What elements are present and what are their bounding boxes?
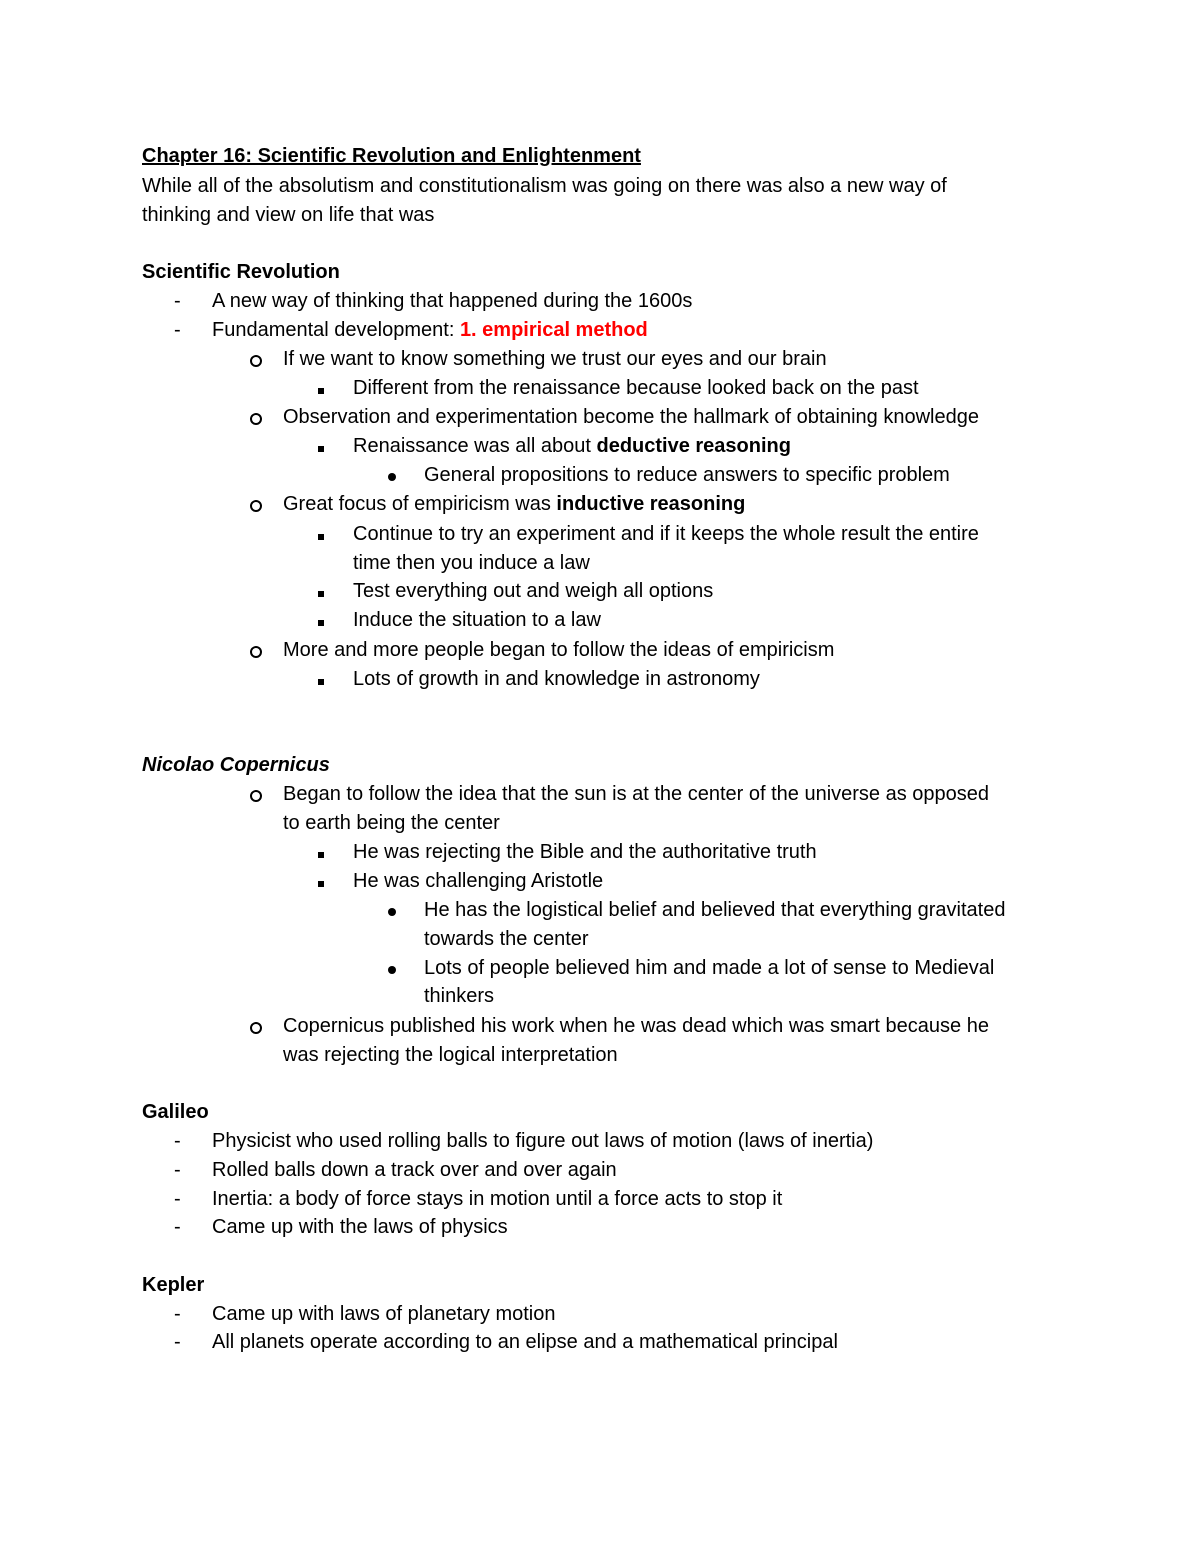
square-bullet-icon — [318, 838, 324, 867]
list-item-text: Rolled balls down a track over and over again — [212, 1159, 617, 1181]
list-item — [0, 838, 1200, 867]
list-item-text: towards the center — [424, 928, 589, 950]
list-item-text: He has the logistical belief and believed that everything gravitated — [424, 899, 1006, 921]
list-item-text: General propositions to reduce answers to specific problem — [424, 464, 950, 486]
list-item-text: Test everything out and weigh all options — [353, 580, 714, 602]
list-item — [0, 665, 1200, 694]
list-item-text: Copernicus published his work when he was dead which was smart because he — [283, 1015, 989, 1037]
intro-text-1: While all of the absolutism and constitutionalism was going on there was also a new way of — [142, 175, 947, 197]
list-item-prefix: Renaissance was all about — [353, 435, 597, 457]
round-bullet-icon — [388, 896, 396, 925]
circle-bullet-icon — [250, 1012, 262, 1043]
list-item — [0, 374, 1200, 403]
list-item-text: Lots of people believed him and made a lot of sense to Medieval — [424, 957, 995, 979]
list-item-continuation — [0, 549, 1200, 578]
intro-line-2 — [0, 201, 1200, 230]
circle-bullet-icon — [250, 345, 262, 376]
list-item — [0, 577, 1200, 606]
list-item — [0, 461, 1200, 490]
list-item — [0, 1156, 1200, 1185]
dash-bullet: - — [174, 1216, 181, 1238]
list-item — [0, 1185, 1200, 1214]
list-item — [0, 867, 1200, 896]
square-bullet-icon — [318, 577, 324, 606]
list-item — [0, 520, 1200, 549]
square-bullet-icon — [318, 867, 324, 896]
chapter-title: Chapter 16: Scientific Revolution and Enlightenment — [142, 145, 641, 167]
list-item-text: time then you induce a law — [353, 552, 590, 574]
section-heading-copernicus — [0, 751, 1200, 780]
list-item-text: If we want to know something we trust our eyes and our brain — [283, 348, 827, 370]
list-item-text: Came up with the laws of physics — [212, 1216, 508, 1238]
list-item-continuation — [0, 809, 1200, 838]
list-item-text: Came up with laws of planetary motion — [212, 1303, 556, 1325]
list-item-text: More and more people began to follow the ideas of empiricism — [283, 639, 835, 661]
list-item-continuation — [0, 925, 1200, 954]
chapter-title-line — [0, 142, 1200, 171]
dash-bullet: - — [174, 1130, 181, 1152]
square-bullet-icon — [318, 606, 324, 635]
list-item — [0, 606, 1200, 635]
list-item — [0, 345, 1200, 374]
list-item-text — [353, 432, 791, 461]
dash-bullet: - — [174, 1159, 181, 1181]
list-item-text: Induce the situation to a law — [353, 609, 601, 631]
bold-term: inductive reasoning — [556, 493, 746, 515]
list-item-text: thinkers — [424, 985, 495, 1007]
list-item-text: Lots of growth in and knowledge in astronomy — [353, 668, 760, 690]
list-item-text: He was rejecting the Bible and the authoritative truth — [353, 841, 817, 863]
round-bullet-icon — [388, 461, 396, 490]
list-item — [0, 780, 1200, 809]
section-heading-text: Scientific Revolution — [142, 261, 340, 283]
list-item — [0, 636, 1200, 665]
section-heading-text: Kepler — [142, 1274, 205, 1296]
list-item-text: Continue to try an experiment and if it keeps the whole result the entire — [353, 523, 979, 545]
list-item-text: Physicist who used rolling balls to figure out laws of motion (laws of inertia) — [212, 1130, 874, 1152]
list-item — [0, 896, 1200, 925]
list-item-text: A new way of thinking that happened during the 1600s — [212, 290, 693, 312]
square-bullet-icon — [318, 432, 324, 461]
list-item-text — [283, 490, 745, 519]
list-item — [0, 490, 1200, 519]
square-bullet-icon — [318, 665, 324, 694]
list-item — [0, 432, 1200, 461]
list-item-text: Different from the renaissance because looked back on the past — [353, 377, 919, 399]
list-item-text: All planets operate according to an elipse and a mathematical principal — [212, 1331, 838, 1353]
list-item — [0, 1328, 1200, 1357]
list-item-text: He was challenging Aristotle — [353, 870, 604, 892]
list-item-text: to earth being the center — [283, 812, 500, 834]
list-item-continuation — [0, 982, 1200, 1011]
list-item-text: was rejecting the logical interpretation — [283, 1044, 618, 1066]
list-item — [0, 1012, 1200, 1041]
section-heading-kepler — [0, 1271, 1200, 1300]
circle-bullet-icon — [250, 490, 262, 521]
list-item-text: Observation and experimentation become the hallmark of obtaining knowledge — [283, 406, 979, 428]
section-heading-galileo — [0, 1098, 1200, 1127]
dash-bullet: - — [174, 1331, 181, 1353]
intro-text-2: thinking and view on life that was — [142, 204, 435, 226]
dash-bullet: - — [174, 1303, 181, 1325]
section-heading-text: Galileo — [142, 1101, 209, 1123]
dash-bullet: - — [174, 319, 181, 341]
section-heading-scientific-revolution — [0, 258, 1200, 287]
highlight-text: 1. empirical method — [459, 319, 648, 341]
circle-bullet-icon — [250, 636, 262, 667]
list-item — [0, 1300, 1200, 1329]
dash-bullet: - — [174, 1188, 181, 1210]
bold-term: deductive reasoning — [596, 435, 791, 457]
round-bullet-icon — [388, 954, 396, 983]
intro-line-1 — [0, 172, 1200, 201]
list-item-prefix: Great focus of empiricism was — [283, 493, 557, 515]
list-item — [0, 954, 1200, 983]
list-item — [0, 403, 1200, 432]
dash-bullet: - — [174, 290, 181, 312]
list-item-text: Began to follow the idea that the sun is at the center of the universe as opposed — [283, 783, 990, 805]
list-item — [0, 1213, 1200, 1242]
list-item-text — [212, 316, 648, 345]
list-item — [0, 1127, 1200, 1156]
square-bullet-icon — [318, 374, 324, 403]
square-bullet-icon — [318, 520, 324, 549]
circle-bullet-icon — [250, 780, 262, 811]
list-item — [0, 316, 1200, 345]
list-item-prefix: Fundamental development: — [212, 319, 460, 341]
circle-bullet-icon — [250, 403, 262, 434]
section-heading-text: Nicolao Copernicus — [142, 754, 330, 776]
list-item-continuation — [0, 1041, 1200, 1070]
list-item — [0, 287, 1200, 316]
list-item-text: Inertia: a body of force stays in motion until a force acts to stop it — [212, 1188, 783, 1210]
